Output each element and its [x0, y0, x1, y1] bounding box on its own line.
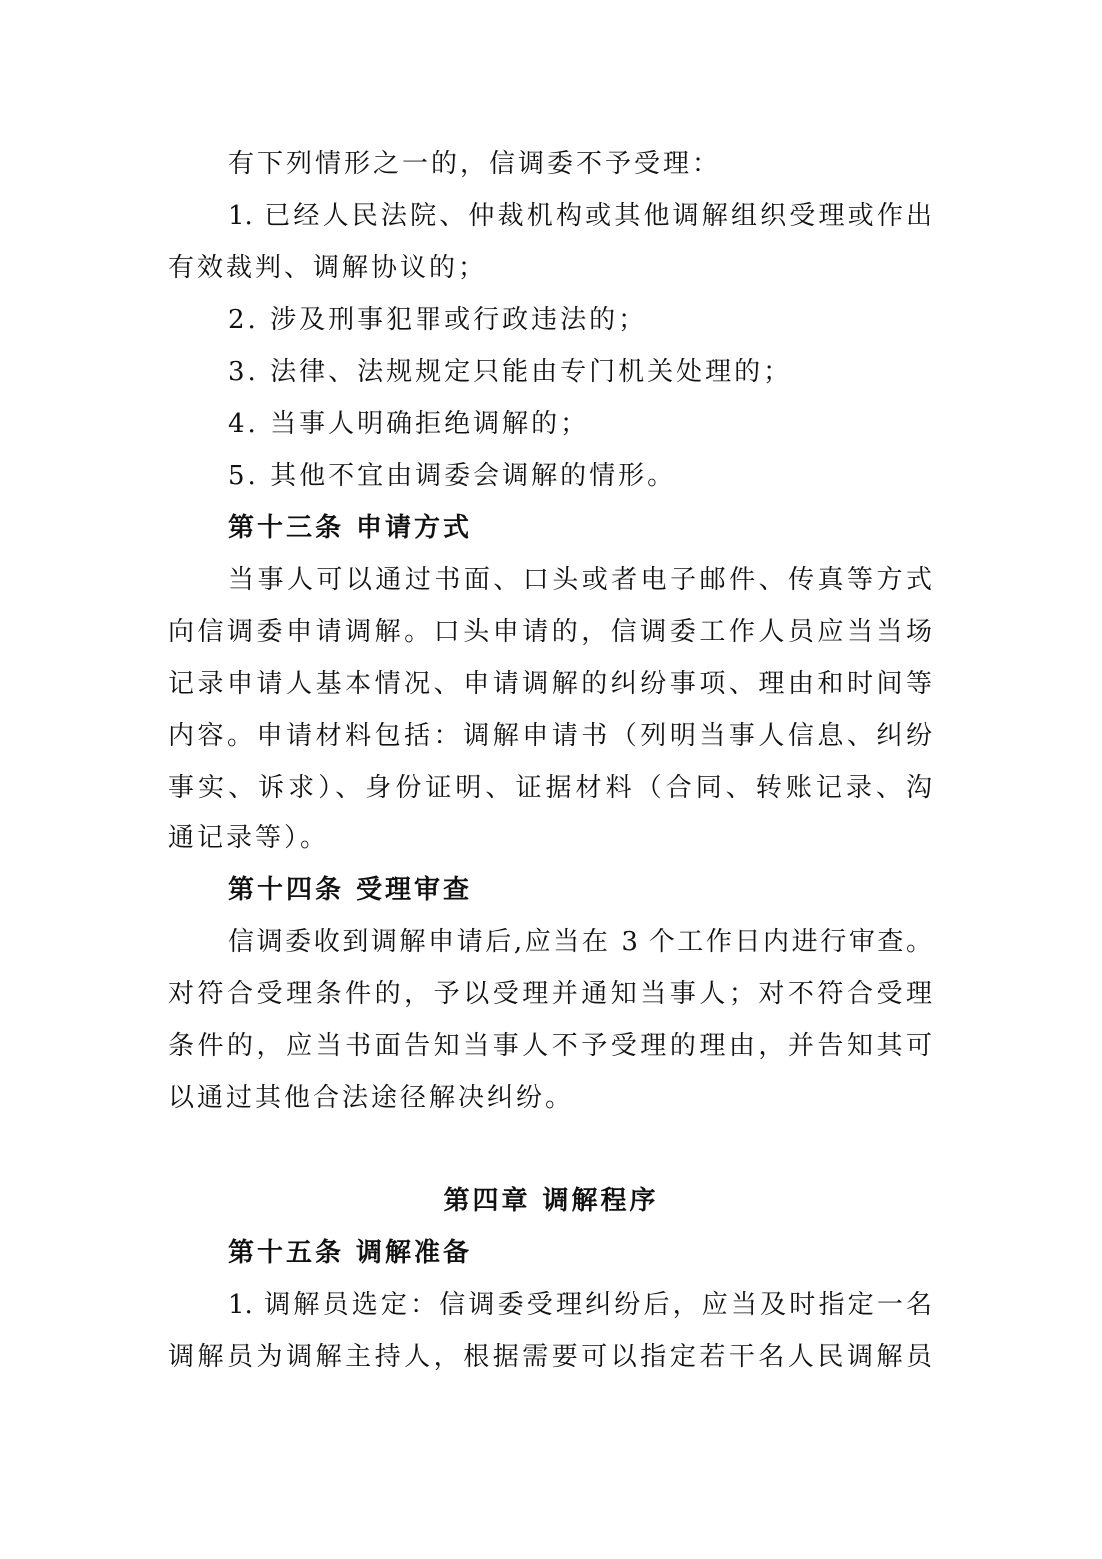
paragraph-line: 对符合受理条件的，予以受理并通知当事人；对不符合受理 — [168, 979, 932, 1009]
list-item-line: 调解员为调解主持人，根据需要可以指定若干名人民调解员 — [168, 1342, 932, 1372]
paragraph-line: 当事人可以通过书面、口头或者电子邮件、传真等方式 — [228, 565, 932, 595]
list-item-line: 5. 其他不宜由调委会调解的情形。 — [228, 461, 677, 491]
article-heading: 第十五条 调解准备 — [228, 1238, 473, 1268]
paragraph-line: 有下列情形之一的，信调委不予受理： — [228, 149, 722, 179]
paragraph-line: 以通过其他合法途径解决纠纷。 — [168, 1083, 575, 1113]
paragraph-line: 事实、诉求）、身份证明、证据材料（合同、转账记录、沟 — [168, 773, 932, 803]
paragraph-line: 记录申请人基本情况、申请调解的纠纷事项、理由和时间等 — [168, 669, 932, 699]
list-item-line: 有效裁判、调解协议的； — [168, 253, 488, 283]
paragraph-line: 向信调委申请调解。口头申请的，信调委工作人员应当当场 — [168, 617, 932, 647]
chapter-heading: 第四章 调解程序 — [443, 1186, 659, 1216]
list-item-line: 4. 当事人明确拒绝调解的； — [228, 409, 590, 439]
list-item-line: 1. 已经人民法院、仲裁机构或其他调解组织受理或作出 — [228, 201, 932, 231]
article-heading: 第十四条 受理审查 — [228, 875, 473, 905]
list-item-line: 3. 法律、法规规定只能由专门机关处理的； — [228, 357, 793, 387]
article-heading: 第十三条 申请方式 — [228, 513, 473, 543]
paragraph-line: 通记录等）。 — [168, 823, 330, 853]
paragraph-line: 条件的，应当书面告知当事人不予受理的理由，并告知其可 — [168, 1031, 932, 1061]
list-item-line: 1. 调解员选定：信调委受理纠纷后，应当及时指定一名 — [228, 1290, 932, 1320]
paragraph-line: 信调委收到调解申请后,应当在 3 个工作日内进行审查。 — [228, 927, 932, 957]
list-item-line: 2. 涉及刑事犯罪或行政违法的； — [228, 305, 648, 335]
paragraph-line: 内容。申请材料包括：调解申请书（列明当事人信息、纠纷 — [168, 721, 932, 751]
